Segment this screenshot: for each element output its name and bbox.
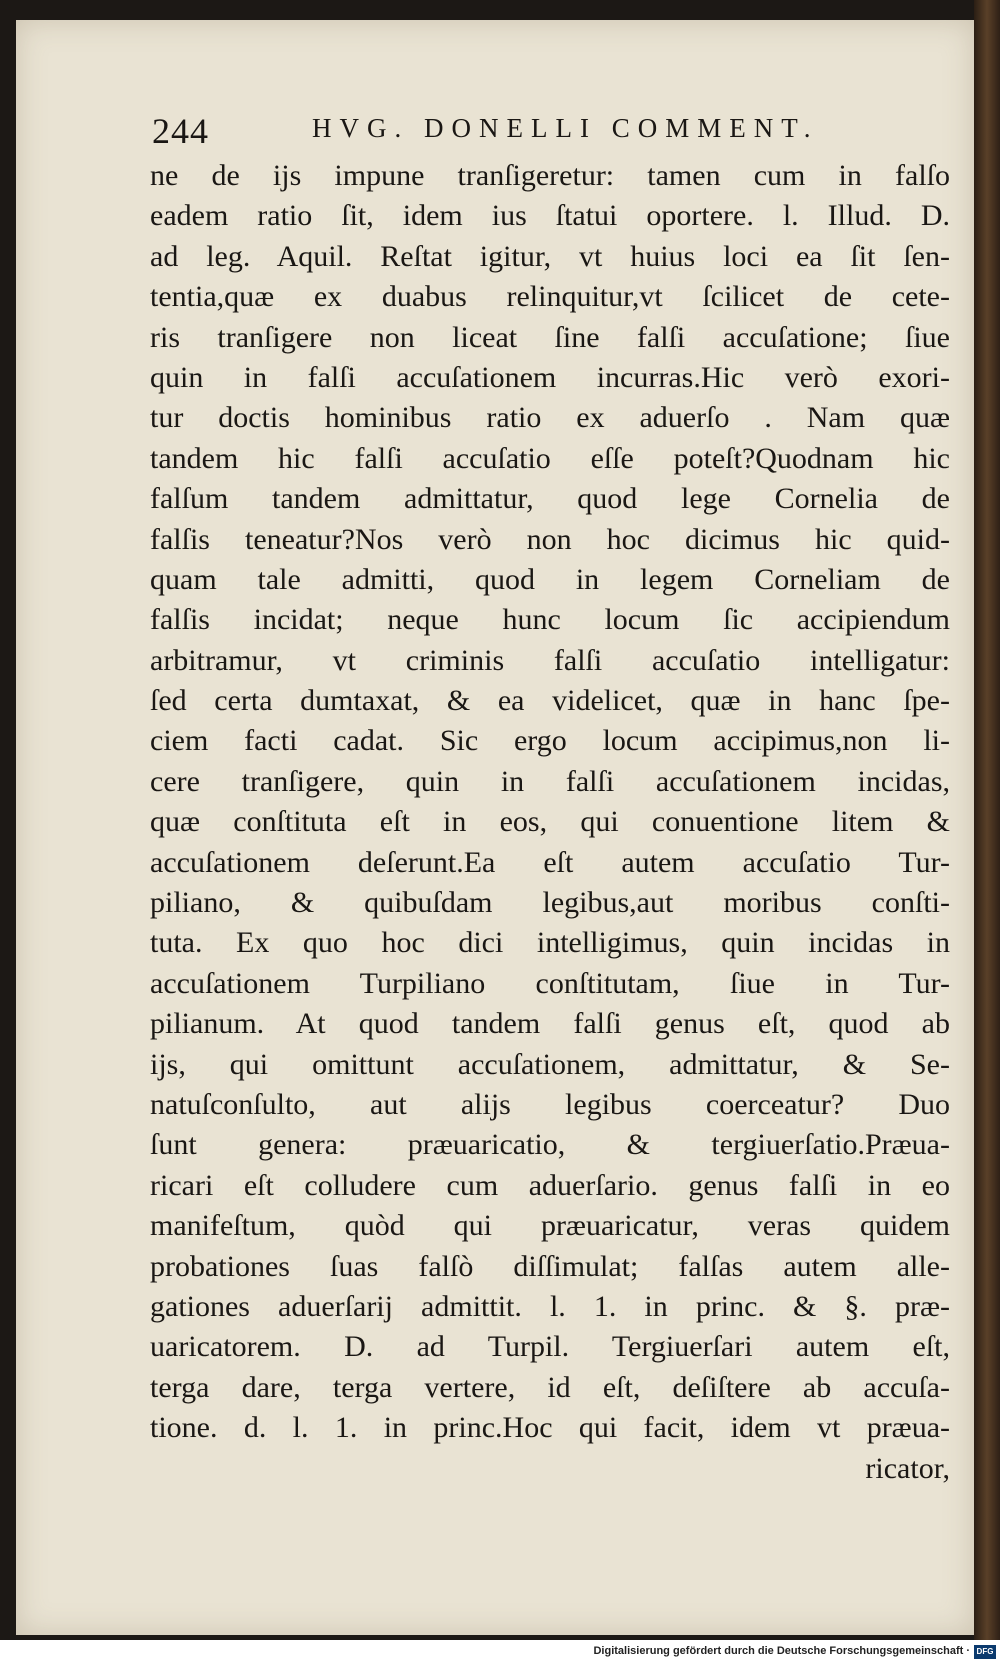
text-line: quæ conſtituta eſt in eos, qui conuentione litem & xyxy=(150,805,950,839)
text-line: accuſationem Turpiliano conſtitutam, ſiue in Tur- xyxy=(150,966,950,1000)
text-line: uaricatorem. D. ad Turpil. Tergiuerſari autem eſt, xyxy=(150,1330,950,1364)
book-binding-edge xyxy=(974,0,1000,1640)
text-line: tandem hic falſi accuſatio eſſe poteſt?Quodnam hic xyxy=(150,441,950,475)
body-text xyxy=(150,156,950,1489)
text-line: ijs, qui omittunt accuſationem, admittatur, & Se- xyxy=(150,1047,950,1081)
text-line: falſis teneatur?Nos verò non hoc dicimus hic quid- xyxy=(150,522,950,556)
text-line: tuta. Ex quo hoc dici intelligimus, quin incidas in xyxy=(150,926,950,960)
text-line: falſum tandem admittatur, quod lege Cornelia de xyxy=(150,482,950,516)
text-line: tur doctis hominibus ratio ex aduerſo . Nam quæ xyxy=(150,401,950,435)
text-line: terga dare, terga vertere, id eſt, deſiſtere ab accuſa- xyxy=(150,1370,950,1404)
text-line: ſed certa dumtaxat, & ea videlicet, quæ in hanc ſpe- xyxy=(150,684,950,718)
text-line: ricari eſt colludere cum aduerſario. genus falſi in eo xyxy=(150,1168,950,1202)
text-line: accuſationem deſerunt.Ea eſt autem accuſatio Tur- xyxy=(150,845,950,879)
text-line: arbitramur, vt criminis falſi accuſatio intelligatur: xyxy=(150,643,950,677)
text-line: quam tale admitti, quod in legem Corneliam de xyxy=(150,562,950,596)
text-line: gationes aduerſarij admittit. l. 1. in princ. & §. præ- xyxy=(150,1289,950,1323)
text-line: ſunt genera: præuaricatio, & tergiuerſatio.Præua- xyxy=(150,1128,950,1162)
text-line: manifeſtum, quòd qui præuaricatur, veras quidem xyxy=(150,1209,950,1243)
text-line: natuſconſulto, aut alijs legibus coerceatur? Duo xyxy=(150,1087,950,1121)
page-number: 244 xyxy=(152,111,209,151)
text-line: pilianum. At quod tandem falſi genus eſt, quod ab xyxy=(150,1007,950,1041)
dfg-logo: DFG xyxy=(974,1645,996,1659)
text-line: ciem facti cadat. Sic ergo locum accipimus,non li- xyxy=(150,724,950,758)
text-line: ris tranſigere non liceat ſine falſi accuſatione; ſiue xyxy=(150,320,950,354)
digitization-credit: Digitalisierung gefördert durch die Deutsche Forschungsgemeinschaft · xyxy=(593,1645,970,1657)
text-line: ricator, xyxy=(865,1451,950,1485)
footer-bar xyxy=(0,1640,1000,1666)
text-line: cere tranſigere, quin in falſi accuſationem incidas, xyxy=(150,764,950,798)
text-line: probationes ſuas falſò diſſimulat; falſas autem alle- xyxy=(150,1249,950,1283)
text-line: piliano, & quibuſdam legibus,aut moribus conſti- xyxy=(150,886,950,920)
text-line: quin in falſi accuſationem incurras.Hic verò exori- xyxy=(150,360,950,394)
text-line: falſis incidat; neque hunc locum ſic accipiendum xyxy=(150,603,950,637)
text-line: ad leg. Aquil. Reſtat igitur, vt huius loci ea ſit ſen- xyxy=(150,239,950,273)
text-line: tione. d. l. 1. in princ.Hoc qui facit, idem vt præua- xyxy=(150,1411,950,1445)
page-header xyxy=(152,110,832,160)
text-line: eadem ratio ſit, idem ius ſtatui oportere. l. Illud. D. xyxy=(150,199,950,233)
text-line: tentia,quæ ex duabus relinquitur,vt ſcilicet de cete- xyxy=(150,280,950,314)
text-line: ne de ijs impune tranſigeretur: tamen cum in falſo xyxy=(150,159,950,192)
running-head: HVG. DONELLI COMMENT. xyxy=(312,113,819,143)
